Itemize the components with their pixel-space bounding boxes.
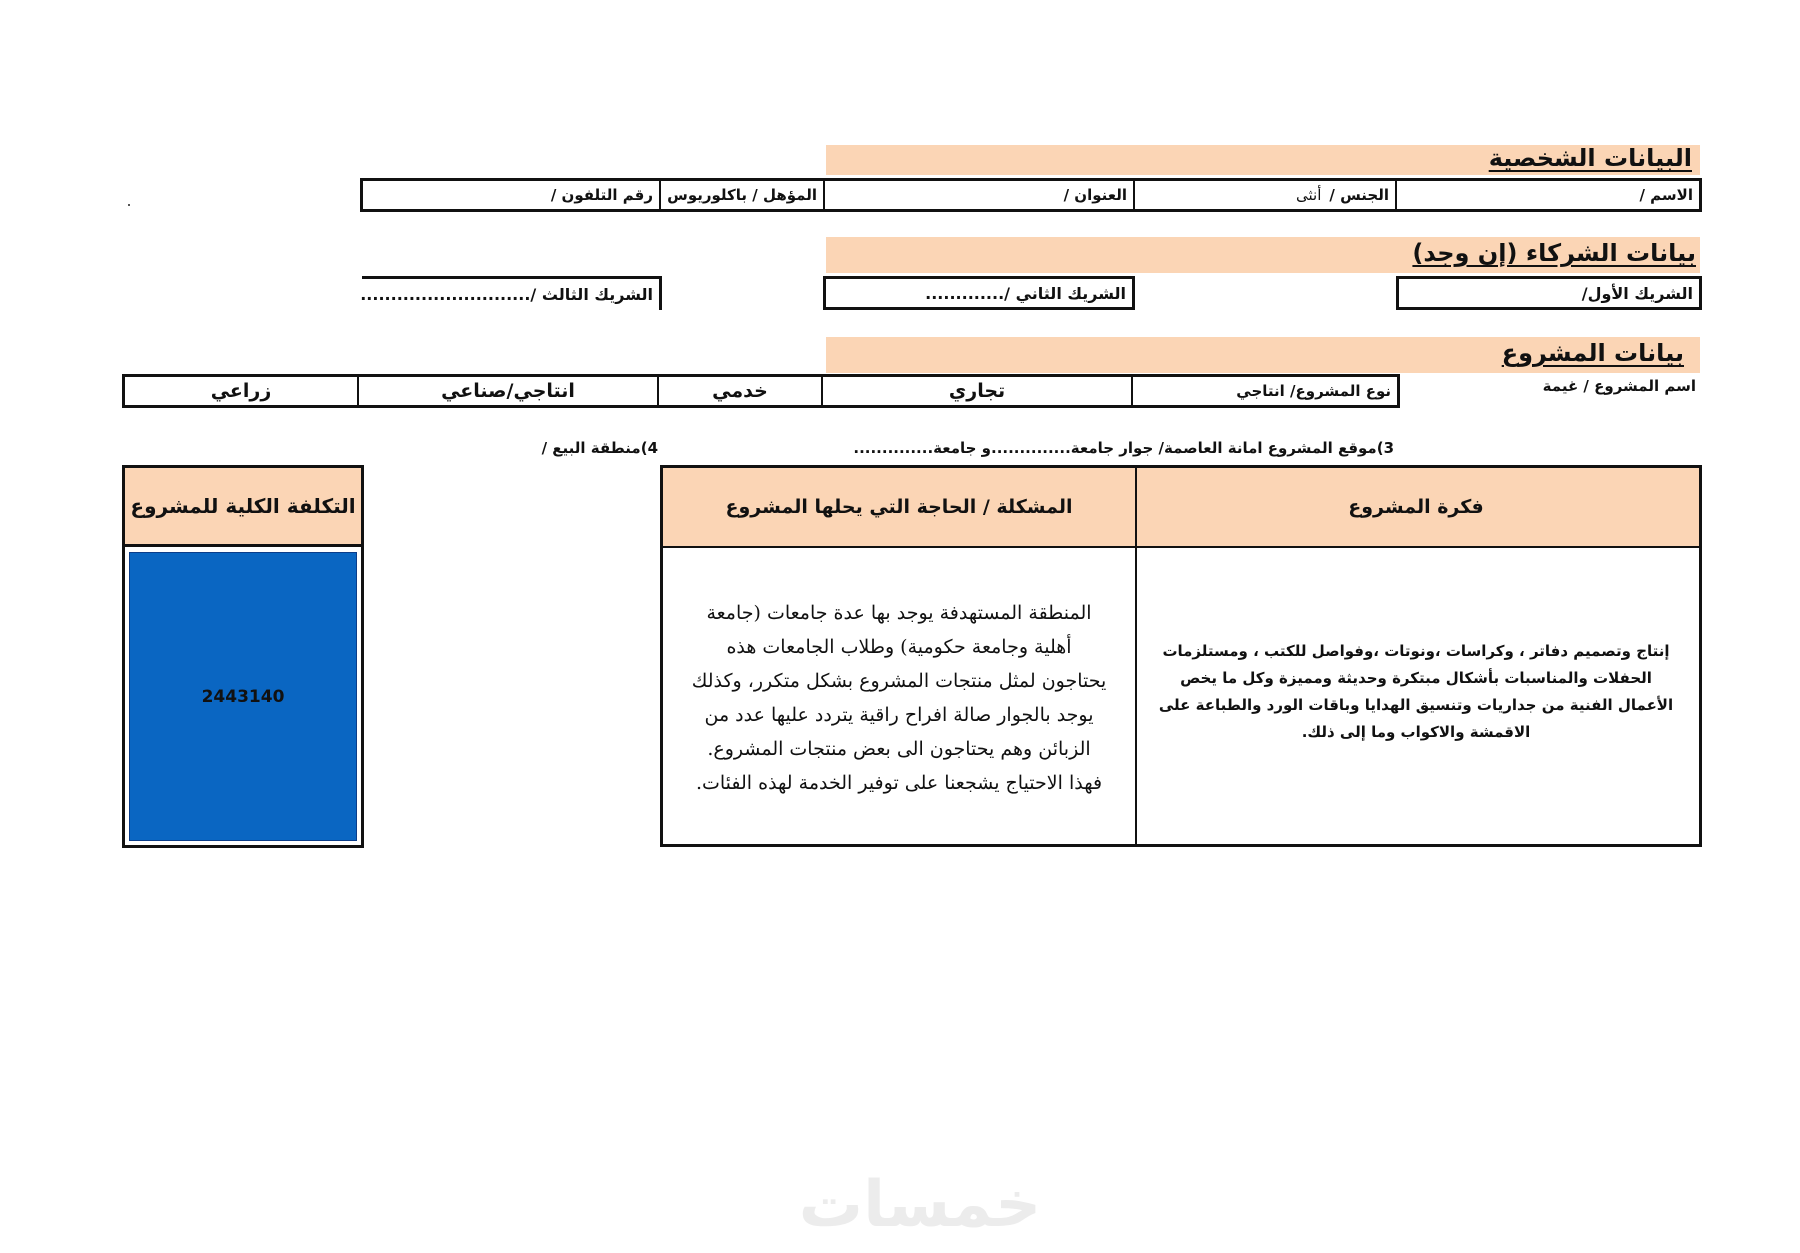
personal-row: [360, 178, 1702, 212]
gender-cell[interactable]: [1133, 181, 1395, 209]
project-name-label: اسم المشروع / غيمة: [1542, 377, 1696, 395]
problem-line: أهلية وجامعة حكومية) وطلاب الجامعات هذه: [726, 636, 1072, 658]
idea-line: الأعمال الفنية من جداريات وتنسيق الهدايا وباقات الورد والطباعة على: [1158, 696, 1674, 714]
idea-problem-table: [660, 465, 1702, 847]
partner-third-field[interactable]: [362, 276, 662, 310]
watermark-logo: خمسات: [798, 1168, 1042, 1242]
problem-text: [663, 596, 1135, 800]
table-header-divider: [663, 546, 1699, 548]
project-type-option-agricultural[interactable]: زراعي: [210, 380, 272, 402]
qualification-label: المؤهل / باكلوريوس: [667, 186, 817, 204]
project-type-option-commercial[interactable]: تجاري: [821, 377, 1131, 405]
stray-dot: [128, 204, 130, 206]
partners-title: بيانات الشركاء (إن وجد): [1412, 239, 1696, 267]
idea-text: [1133, 638, 1699, 746]
idea-line: الاقمشة والاكواب وما إلى ذلك.: [1301, 723, 1531, 741]
sales-area-label: 4)منطقة البيع /: [541, 439, 658, 457]
cost-value-panel: [129, 552, 357, 841]
project-type-cell[interactable]: [1131, 377, 1397, 405]
personal-title: البيانات الشخصية: [1488, 144, 1692, 172]
problem-line: يوجد بالجوار صالة افراح راقية يتردد عليها عدد من: [704, 704, 1094, 726]
gender-value: أنثى: [1296, 186, 1322, 204]
project-type-label: نوع المشروع/ انتاجي: [1236, 382, 1391, 400]
partner-second-label: الشريك الثاني /.............: [925, 283, 1126, 303]
idea-line: إنتاج وتصميم دفاتر ، وكراسات ،ونوتات ،وفواصل للكتب ، ومستلزمات: [1162, 642, 1670, 660]
phone-cell[interactable]: [363, 181, 659, 209]
problem-header: المشكلة / الحاجة التي يحلها المشروع: [663, 468, 1135, 546]
problem-line: يحتاجون لمثل منتجات المشروع بشكل متكرر، وكذلك: [691, 670, 1107, 692]
project-title: بيانات المشروع: [1501, 339, 1684, 367]
idea-line: الحفلات والمناسبات بأشكال مبتكرة وحديثة ومميزة وكل ما يخص: [1180, 669, 1652, 687]
cost-box: [122, 465, 364, 848]
gender-label: الجنس /: [1329, 186, 1389, 204]
qualification-cell[interactable]: [659, 181, 823, 209]
name-cell[interactable]: [1395, 181, 1699, 209]
partner-first-label: الشريك الأول/: [1581, 283, 1693, 303]
phone-label: رقم التلفون /: [550, 186, 653, 204]
problem-line: المنطقة المستهدفة يوجد بها عدة جامعات (جامعة: [706, 602, 1092, 624]
address-label: العنوان /: [1063, 186, 1127, 204]
cost-value: 2443140: [201, 686, 285, 707]
partner-third-label: الشريك الثالث /............................: [360, 285, 653, 304]
idea-header: فكرة المشروع: [1133, 468, 1699, 546]
project-location: 3)موقع المشروع امانة العاصمة/ جوار جامعة..............و جامعة..............: [853, 439, 1394, 457]
partner-second-field[interactable]: [823, 276, 1135, 310]
cost-header-divider: [125, 544, 361, 547]
partner-first-field[interactable]: [1396, 276, 1702, 310]
problem-line: الزبائن وهم يحتاجون الى بعض منتجات المشروع.: [707, 738, 1091, 760]
name-label: الاسم /: [1639, 186, 1693, 204]
problem-line: فهذا الاحتياج يشجعنا على توفير الخدمة لهذه الفئات.: [695, 772, 1103, 794]
address-cell[interactable]: [823, 181, 1133, 209]
cost-header: التكلفة الكلية للمشروع: [125, 468, 361, 544]
project-type-option-industrial[interactable]: انتاجي/صناعي: [357, 377, 657, 405]
project-type-option-service[interactable]: خدمي: [657, 377, 821, 405]
project-type-row: [122, 374, 1400, 408]
